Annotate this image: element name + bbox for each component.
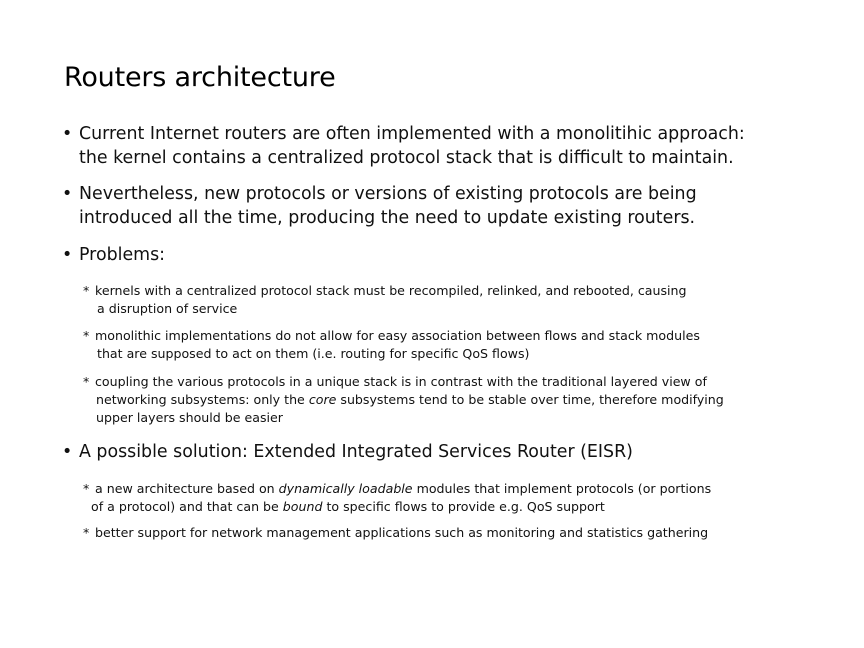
sub-marker: * <box>83 481 90 496</box>
sub-line: a disruption of service <box>97 301 238 316</box>
sub-marker: * <box>83 374 90 389</box>
sub-line: upper layers should be easier <box>96 410 283 425</box>
bullet-nevertheless <box>62 182 842 230</box>
bullet-line: Current Internet routers are often implemented with a monolitihic approach: <box>79 124 745 144</box>
solution-item <box>83 524 803 542</box>
solution-item <box>83 480 803 516</box>
bullet-line: Problems: <box>79 245 166 265</box>
slide-title: Routers architecture <box>64 62 336 93</box>
sub-line: kernels with a centralized protocol stack must be recompiled, relinked, and rebooted, causing <box>95 283 687 298</box>
sub-line: networking subsystems: only the core subsystems tend to be stable over time, therefore modifying <box>96 392 724 407</box>
bullet-marker: • <box>62 442 73 462</box>
sub-line: coupling the various protocols in a unique stack is in contrast with the traditional layered view of <box>95 374 707 389</box>
bullet-marker: • <box>62 245 73 265</box>
sub-line: monolithic implementations do not allow for easy association between flows and stack modules <box>95 328 700 343</box>
bullet-line: introduced all the time, producing the need to update existing routers. <box>79 208 696 228</box>
bullet-solution <box>62 440 842 464</box>
sub-line: that are supposed to act on them (i.e. routing for specific QoS flows) <box>97 346 530 361</box>
bullet-marker: • <box>62 124 73 144</box>
sub-marker: * <box>83 525 90 540</box>
bullet-line: Nevertheless, new protocols or versions of existing protocols are being <box>79 184 697 204</box>
bullet-problems <box>62 243 842 267</box>
sub-marker: * <box>83 283 90 298</box>
sub-line: better support for network management applications such as monitoring and statistics gathering <box>95 525 709 540</box>
bullet-current-routers <box>62 122 842 170</box>
sub-line: of a protocol) and that can be bound to specific flows to provide e.g. QoS support <box>91 499 605 514</box>
problem-item <box>83 282 803 318</box>
bullet-line: A possible solution: Extended Integrated Services Router (EISR) <box>79 442 633 462</box>
problem-item <box>83 373 803 427</box>
sub-marker: * <box>83 328 90 343</box>
problem-item <box>83 327 803 363</box>
sub-line: a new architecture based on dynamically loadable modules that implement protocols (or portions <box>95 481 712 496</box>
bullet-line: the kernel contains a centralized protocol stack that is difficult to maintain. <box>79 148 734 168</box>
bullet-marker: • <box>62 184 73 204</box>
